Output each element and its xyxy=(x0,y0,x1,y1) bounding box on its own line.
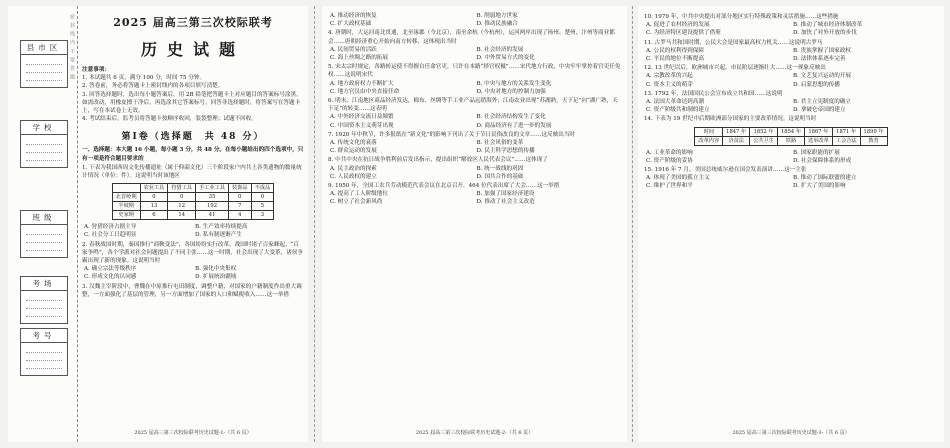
option: D. 私有制逐渐产生 xyxy=(195,232,242,239)
table-header: 1871 年 xyxy=(832,127,860,136)
option: A. 宗教改革的兴起 xyxy=(646,73,693,80)
table-header: 1854 年 xyxy=(777,127,804,136)
table-cell: 35 xyxy=(196,193,229,202)
page-3-content xyxy=(644,12,938,438)
table-cell: 北首岭期 xyxy=(112,193,140,202)
notice-item: 4. 考试结束后，监考员将答题卡按顺序收回，装袋整理；试题不回收。 xyxy=(82,116,257,123)
option: D. 拿破仑帝国的建立 xyxy=(793,107,846,114)
option: C. 地方官员由中央直接任命 xyxy=(330,88,400,95)
page-divider xyxy=(314,6,315,442)
option: C. 资产阶级共和制的建立 xyxy=(646,107,710,114)
option: D. 扩大了美国的影响 xyxy=(793,183,846,190)
section-title: 第Ⅰ卷（选择题 共 48 分） xyxy=(121,132,265,143)
option: A. 确立宗法等级秩序 xyxy=(84,266,137,273)
table-header xyxy=(112,184,140,193)
question-3-options xyxy=(328,12,621,28)
option: A. 传统文化的衰落 xyxy=(330,140,377,147)
option: D. 社会保障体系的形成 xyxy=(793,157,852,164)
question-8-stem: 8. 中共中央在抗日战争胜利前后发出指示，提出组织“解放区人民代表会议”……这体现了 xyxy=(328,157,548,164)
option: A. 中外经济交流日益频繁 xyxy=(330,114,394,121)
option: C. 中国资本主义萌芽出现 xyxy=(330,122,394,129)
table-cell: 半坡期 xyxy=(112,202,140,211)
table-cell: 41 xyxy=(196,211,229,220)
binding-field-class: 班级 xyxy=(20,210,68,258)
option: B. 君主立宪制度的确立 xyxy=(793,99,852,106)
option: D. 国共合作的基础 xyxy=(476,173,524,180)
option: A. 民主政治的探索 xyxy=(330,165,377,172)
option: B. 强化中央集权 xyxy=(195,266,237,273)
option: A. 民间贸易的活跃 xyxy=(330,46,377,53)
question-1-stem: 1. 下表为我国西周文化传播遗址（属于仰韶文化）三个阶段家户内共土各类遗物的数量统计情况（单位：件）。这说明当时该地区 xyxy=(82,164,302,180)
question-5-stem: 5. 宋太宗时规定，各路转运使不得擅自任命官吏，只许在本路“择官权摄”……宋代地方行政，中央牢牢掌控着官吏任免权……这说明宋代 xyxy=(328,64,621,79)
option: D. 扩展统治疆域 xyxy=(195,274,237,281)
binding-field-school: 学校 xyxy=(20,120,68,168)
table-cell: 济贫法 xyxy=(723,136,750,145)
table-cell: 7 xyxy=(229,202,252,211)
option: B. 生产效率持续提高 xyxy=(195,224,248,231)
table-row xyxy=(112,193,273,202)
question-10-options xyxy=(644,21,938,37)
question-7-options xyxy=(328,139,621,155)
question-10-stem: 10. 1979 年，中共中央提出对部分地区实行特殊政策和灵活措施……这些措施 xyxy=(644,14,839,20)
option: B. 统一战线的巩固 xyxy=(476,165,524,172)
table-cell: 3 xyxy=(251,211,274,220)
option: D. 推动了社会主义改造 xyxy=(476,199,535,206)
option: D. 启蒙思想的传播 xyxy=(793,81,840,88)
option: B. 加强了国家经济建设 xyxy=(476,191,535,198)
table-header: 1852 年 xyxy=(750,127,778,136)
question-5-options xyxy=(328,80,621,96)
option: C. 资产阶级的妥协 xyxy=(646,157,693,164)
question-15-stem: 15. 1916 年 7 月，美国总统威尔逊在国会发表演讲……这一主张 xyxy=(644,167,807,174)
page-divider xyxy=(632,6,633,442)
notice-item: 2. 答卷前，务必将答题卡上密封线内的各项目填写清楚。 xyxy=(82,83,224,90)
exam-page-3 xyxy=(638,6,944,442)
binding-field-room: 考场 xyxy=(20,276,68,324)
question-1-options xyxy=(82,223,304,239)
option: A. 狩猎经济占据主导 xyxy=(84,224,137,231)
table-header: 1867 年 xyxy=(805,127,833,136)
table-cell: 教育 xyxy=(860,136,887,145)
table-cell: 改革内容 xyxy=(695,136,723,145)
binding-strip xyxy=(8,6,78,442)
table-cell: 4 xyxy=(229,211,252,220)
option: C. 树立了社会新风尚 xyxy=(330,199,383,206)
notice-item: 1. 本试题共 6 页，满分 100 分，时间 75 分钟。 xyxy=(82,75,206,82)
option: A. 法国大革命达到高潮 xyxy=(646,99,704,106)
subject-title: 历史试题 xyxy=(140,40,245,59)
page-footer: 2025 届高三第三次校际联考历史试题-3-（共 6 页） xyxy=(732,430,850,436)
option: B. 推动了城市经济体制改革 xyxy=(793,22,863,29)
exam-title: 2025 届高三第三次校际联考 xyxy=(113,16,273,29)
table-cell: 工会合法 xyxy=(832,136,860,145)
exam-page-2 xyxy=(322,6,627,442)
question-13-options xyxy=(644,98,938,114)
table-cell: 14 xyxy=(168,211,196,220)
notice-item: 3. 回答选择题时，选出每小题答案后，用 2B 铅笔把答题卡上对应题目的答案标号涂黑。如需改动，用橡皮擦干净后，再选涂其它答案标号。回答非选择题时，将答案写在答题卡上，写在本试卷上无效。 xyxy=(82,91,302,115)
page-footer: 2025 届高三第三次校际联考历史试题-2-（共 6 页） xyxy=(415,430,534,436)
binding-field-number: 考号 xyxy=(20,328,68,376)
option: B. 文艺复兴运动的开展 xyxy=(793,73,852,80)
option: A. 促进了农村经济的发展 xyxy=(646,22,710,29)
option: D. 推动民族融合 xyxy=(476,21,518,28)
option: B. 社会风俗的变革 xyxy=(476,140,524,147)
question-11-stem: 11. 古罗马共和国时期，公民大会是国家最高权力机关……这说明古罗马 xyxy=(644,39,823,46)
table-header: 狩猎工具 xyxy=(168,184,196,193)
question-9-stem: 9. 1950 年，全国工农兵劳动模范代表会议在北京召开，464 位代表出席了大会……这一举措 xyxy=(328,183,560,190)
table-cell: 选举改革 xyxy=(805,136,833,145)
option: A. 体现了美国的孤立主义 xyxy=(646,175,710,182)
question-14-table xyxy=(694,127,887,146)
table-header: 时间 xyxy=(695,127,723,136)
question-14-options xyxy=(644,149,938,165)
table-header: 农业工具 xyxy=(140,184,168,193)
option: A. 地方政府权力不断扩大 xyxy=(330,80,394,87)
question-4-stem: 4. 唐朝时，大运河南北贯通，北至涿郡（今北京），南至余杭（今杭州），运河两岸出现了扬州、楚州、汴州等商业都会……唐朝经济重心开始向南方转移，这体现出当时 xyxy=(328,30,615,45)
option: C. 平民的地位不断提高 xyxy=(646,56,704,63)
option: D. 商品经济有了进一步的发展 xyxy=(476,122,552,129)
question-3-stem: 3. 汉魏主宰阶段中，曹魏在中原推行屯田制度，调整户籍，对国家的户籍制度作出重大调整，一方面强化了基层的管理，另一方面增加了国家的人口和赋税收入……这一举措 xyxy=(82,283,302,298)
notice-heading: 注意事项： xyxy=(82,67,110,73)
question-12-options xyxy=(644,72,938,88)
option: D. 民主科学思想的传播 xyxy=(476,148,535,155)
question-13-stem: 13. 1792 年，法国国民公会宣布成立共和国……这说明 xyxy=(644,90,783,97)
question-2-options xyxy=(82,265,304,281)
table-cell: 0 xyxy=(251,193,274,202)
table-cell: 0 xyxy=(140,193,168,202)
option: C. 扩大政权基础 xyxy=(330,21,372,28)
table-header: 1847 年 xyxy=(723,127,750,136)
option: D. 加快了对外开放的步伐 xyxy=(793,30,857,37)
option: A. 提高了工人阶级地位 xyxy=(330,191,388,198)
table-cell: 13 xyxy=(140,202,168,211)
exam-page-1 xyxy=(8,6,308,442)
question-15-options xyxy=(644,174,938,190)
option: D. 中央对地方的控制力加强 xyxy=(476,88,546,95)
question-14-stem: 14. 下表为 19 世纪中后期欧洲部分国家的主要改革情况。这说明当时 xyxy=(644,116,817,123)
option: D. 中外贸易方式的变化 xyxy=(476,55,535,62)
table-cell: 6 xyxy=(140,211,168,220)
option: B. 削弱地方世家 xyxy=(476,13,518,19)
question-4-options xyxy=(328,46,621,62)
question-7-stem: 7. 1920 年中秋节，许多报纸在“新文化”的影响下刊出了关于节日民俗改良的文章……这反映出当时 xyxy=(328,131,576,138)
page-2-content xyxy=(328,12,621,438)
table-header: 手工业工具 xyxy=(196,184,229,193)
table-cell: 0 xyxy=(229,193,252,202)
seal-line-text: 密 封 线 内 不 要 答 题 xyxy=(69,14,75,81)
option: D. 法律体系逐步完善 xyxy=(793,56,846,63)
table-header: 1899 年 xyxy=(860,127,887,136)
table-row xyxy=(695,136,887,145)
table-cell: 公共卫生 xyxy=(750,136,778,145)
option: B. 贵族掌握了国家政权 xyxy=(793,47,852,54)
option: C. 群众运动的发展 xyxy=(330,148,377,155)
table-cell: 0 xyxy=(168,193,196,202)
option: C. 人民政权的建立 xyxy=(330,173,377,180)
option: B. 社会经济结构发生了变化 xyxy=(476,114,546,121)
option: B. 社会经济的发展 xyxy=(476,46,524,53)
question-6-options xyxy=(328,113,621,129)
option: A. 工业革命的影响 xyxy=(646,149,693,156)
option: C. 为经济特区建设提供了借鉴 xyxy=(646,30,721,37)
table-cell: 192 xyxy=(196,202,229,211)
table-cell: 史家期 xyxy=(112,211,140,220)
question-2-stem: 2. 春秋战国时期，秦国推行“商鞅变法”，各国纷纷实行改革，战国时诸子百家蜂起，“百家争鸣”，各个学派对社会问题提出了不同主张……这一时期，社会出现了大变革，诸侯争霸出现了新的现象。这说明当时 xyxy=(82,241,304,265)
table-header: 不成品 xyxy=(251,184,274,193)
page-footer: 2025 届高三第三次校际联考历史试题-1-（共 6 页） xyxy=(134,430,252,436)
binding-field-county: 县市区 xyxy=(20,40,68,88)
table-row xyxy=(112,211,273,220)
table-cell: 5 xyxy=(251,202,274,211)
question-6-stem: 6. 明末，江南地区商品经济发达，棉布、丝绸等手工业产品远销海外；江南农业出现“苏湖熟，天下足”向“湖广熟，天下足”的转变……这表明 xyxy=(328,98,618,113)
option: C. 海上丝绸之路的拓展 xyxy=(330,55,388,62)
option: C. 维护了世界和平 xyxy=(646,183,693,190)
table-header: 装饰品 xyxy=(229,184,252,193)
option: C. 形成文化的认同感 xyxy=(84,274,137,281)
table-cell: 铁路 xyxy=(777,136,804,145)
option: B. 国家职能的扩展 xyxy=(793,149,840,156)
table-cell: 12 xyxy=(168,202,196,211)
option: A. 推动经济的恢复 xyxy=(330,13,377,19)
option: C. 资本主义的萌芽 xyxy=(646,81,693,88)
question-8-options xyxy=(328,165,621,181)
question-1-table xyxy=(112,183,274,220)
option: B. 中央与地方的关系发生变化 xyxy=(476,80,552,87)
option: A. 公民的权利得到保障 xyxy=(646,47,704,54)
question-11-options xyxy=(644,47,938,63)
page-1-content xyxy=(82,14,304,438)
question-9-options xyxy=(328,190,621,206)
section-intro: 一、选择题：本大题 16 小题，每小题 3 分，共 48 分。在每小题给出的四个选项中，只有一项是符合题目要求的 xyxy=(82,147,304,162)
option: C. 社会分工日趋明显 xyxy=(84,232,137,239)
table-row xyxy=(112,202,273,211)
option: B. 推动了国际联盟的建立 xyxy=(793,175,857,182)
question-12-stem: 12. 13 世纪以后，欧洲城市兴起，市民阶层逐渐壮大……这一现象反映出 xyxy=(644,65,826,72)
